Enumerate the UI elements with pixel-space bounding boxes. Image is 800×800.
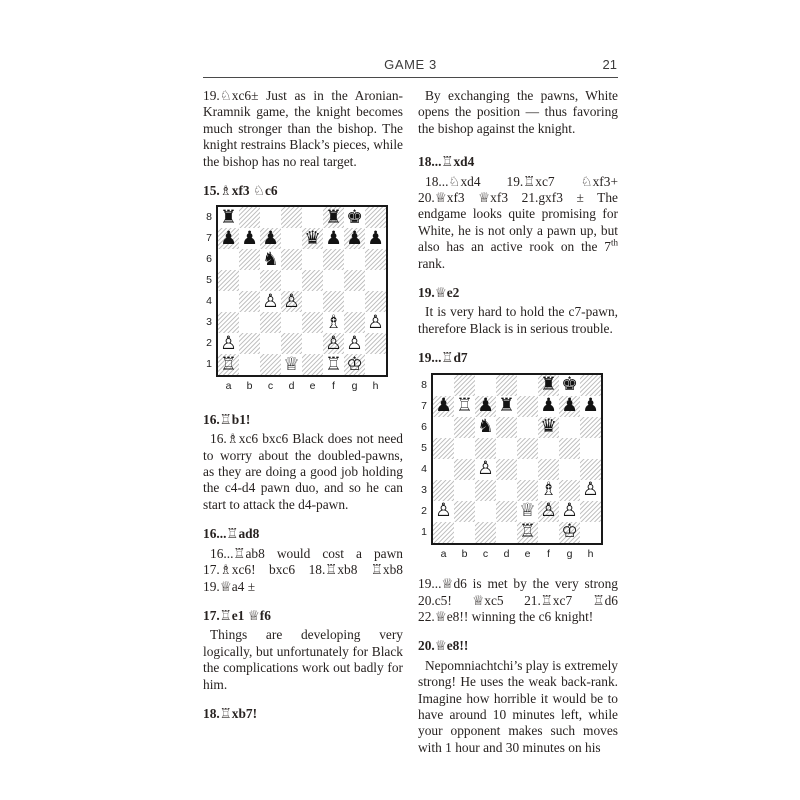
square-c3 bbox=[260, 312, 281, 333]
square-f8 bbox=[538, 375, 559, 396]
square-d5 bbox=[496, 438, 517, 459]
square-c4 bbox=[260, 291, 281, 312]
black-pawn: ♟ bbox=[367, 227, 384, 249]
square-d5 bbox=[281, 270, 302, 291]
square-h5 bbox=[580, 438, 601, 459]
ordinal-superscript: th bbox=[610, 237, 618, 248]
variation-paragraph: 16.♗xc6 bxc6 Black does not need to worry about the doubled-pawns, as they are doing a good job holding the c4-d4 pawn duo, and so he can start to attack the d4-pawn. bbox=[203, 431, 403, 512]
square-g8 bbox=[344, 207, 365, 228]
file-label: d bbox=[503, 547, 510, 560]
square-c7 bbox=[260, 228, 281, 249]
rank-label: 5 bbox=[206, 274, 212, 287]
white-pawn: ♙ bbox=[367, 311, 384, 333]
square-f8 bbox=[323, 207, 344, 228]
square-h1 bbox=[365, 354, 386, 375]
file-label: c bbox=[482, 547, 489, 560]
square-f4 bbox=[538, 459, 559, 480]
square-e3 bbox=[517, 480, 538, 501]
square-f7 bbox=[323, 228, 344, 249]
square-f3 bbox=[323, 312, 344, 333]
rank-label: 6 bbox=[421, 420, 427, 433]
variation-paragraph: 16...♖ab8 would cost a pawn 17.♗xc6! bxc6 18.♖xb8 ♖xb8 19.♕a4 ± bbox=[203, 545, 403, 594]
square-h7 bbox=[580, 396, 601, 417]
square-e1 bbox=[302, 354, 323, 375]
square-b1 bbox=[239, 354, 260, 375]
white-pawn: ♙ bbox=[283, 290, 300, 312]
square-g3 bbox=[559, 480, 580, 501]
commentary-paragraph: Nepomniachtchi’s play is extremely strong! He uses the weak back-rank. Imagine how horrible it would be to have around 10 minutes left, while your opponent makes such moves with 1 hour and 30 minutes on his bbox=[418, 657, 618, 755]
rank-labels bbox=[203, 207, 214, 375]
square-f6 bbox=[323, 249, 344, 270]
square-d4 bbox=[496, 459, 517, 480]
rank-label: 3 bbox=[421, 483, 427, 496]
white-pawn: ♙ bbox=[582, 478, 599, 500]
move-heading: 19.♕e2 bbox=[418, 285, 460, 301]
square-h8 bbox=[365, 207, 386, 228]
square-e6 bbox=[302, 249, 323, 270]
square-a4 bbox=[218, 291, 239, 312]
square-a5 bbox=[218, 270, 239, 291]
square-c1 bbox=[475, 522, 496, 543]
white-king: ♔ bbox=[561, 520, 578, 542]
square-b8 bbox=[239, 207, 260, 228]
left-column bbox=[203, 88, 403, 725]
square-b2 bbox=[454, 501, 475, 522]
square-c3 bbox=[475, 480, 496, 501]
square-e5 bbox=[517, 438, 538, 459]
square-b5 bbox=[454, 438, 475, 459]
rank-label: 6 bbox=[206, 253, 212, 266]
square-h8 bbox=[580, 375, 601, 396]
file-label: e bbox=[524, 547, 531, 560]
square-c7 bbox=[475, 396, 496, 417]
square-a1 bbox=[433, 522, 454, 543]
black-king: ♚ bbox=[561, 373, 578, 395]
square-a5 bbox=[433, 438, 454, 459]
square-f5 bbox=[538, 438, 559, 459]
square-c6 bbox=[260, 249, 281, 270]
game-title: GAME 3 bbox=[384, 57, 437, 72]
file-label: d bbox=[288, 380, 295, 393]
square-f3 bbox=[538, 480, 559, 501]
square-e1 bbox=[517, 522, 538, 543]
square-f1 bbox=[538, 522, 559, 543]
black-pawn: ♟ bbox=[262, 227, 279, 249]
file-label: g bbox=[566, 547, 573, 560]
square-h6 bbox=[365, 249, 386, 270]
white-pawn: ♙ bbox=[220, 332, 237, 354]
square-e6 bbox=[517, 417, 538, 438]
square-h4 bbox=[580, 459, 601, 480]
square-d4 bbox=[281, 291, 302, 312]
commentary-paragraph: It is very hard to hold the c7-pawn, therefore Black is in serious trouble. bbox=[418, 304, 618, 336]
square-g5 bbox=[344, 270, 365, 291]
variation-paragraph bbox=[418, 174, 618, 272]
square-h3 bbox=[580, 480, 601, 501]
square-e2 bbox=[517, 501, 538, 522]
square-c2 bbox=[260, 333, 281, 354]
rank-label: 7 bbox=[421, 399, 427, 412]
variation-text: rank. bbox=[418, 255, 446, 271]
white-bishop: ♗ bbox=[325, 311, 342, 333]
black-knight: ♞ bbox=[477, 415, 494, 437]
square-g1 bbox=[559, 522, 580, 543]
black-pawn: ♟ bbox=[220, 227, 237, 249]
square-h1 bbox=[580, 522, 601, 543]
square-f2 bbox=[538, 501, 559, 522]
black-rook: ♜ bbox=[325, 206, 342, 228]
square-b1 bbox=[454, 522, 475, 543]
square-g7 bbox=[344, 228, 365, 249]
square-b4 bbox=[454, 459, 475, 480]
variation-paragraph: 19...♕d6 is met by the very strong 20.c5! ♕xc5 21.♖xc7 ♖d6 22.♕e8!! winning the c6 knight! bbox=[418, 576, 618, 624]
white-pawn: ♙ bbox=[561, 499, 578, 521]
white-pawn: ♙ bbox=[262, 290, 279, 312]
move-heading: 19...♖d7 bbox=[418, 350, 468, 366]
square-h3 bbox=[365, 312, 386, 333]
move-heading: 18...♖xd4 bbox=[418, 154, 475, 170]
square-d6 bbox=[496, 417, 517, 438]
commentary-paragraph: By exchanging the pawns, White opens the position — thus favoring the bishop against the knight. bbox=[418, 88, 618, 136]
move-heading: 15.♗xf3 ♘c6 bbox=[203, 183, 278, 199]
file-label: c bbox=[267, 380, 274, 393]
black-queen: ♛ bbox=[304, 227, 321, 249]
square-d3 bbox=[281, 312, 302, 333]
square-g1 bbox=[344, 354, 365, 375]
square-g4 bbox=[559, 459, 580, 480]
rank-label: 4 bbox=[206, 295, 212, 308]
square-e8 bbox=[517, 375, 538, 396]
file-label: f bbox=[332, 380, 335, 393]
black-pawn: ♟ bbox=[540, 394, 557, 416]
right-column bbox=[418, 88, 618, 756]
commentary-paragraph: 19.♘xc6± Just as in the Aronian-Kramnik game, the knight becomes much stronger than the bishop. The knight restrains Black’s pieces, while the bishop has no real target. bbox=[203, 88, 403, 169]
page-number: 21 bbox=[602, 57, 617, 72]
square-b7 bbox=[239, 228, 260, 249]
file-label: a bbox=[440, 547, 447, 560]
chess-diagram-2 bbox=[418, 373, 603, 562]
white-rook: ♖ bbox=[220, 353, 237, 375]
white-queen: ♕ bbox=[283, 353, 300, 375]
black-queen: ♛ bbox=[540, 415, 557, 437]
black-rook: ♜ bbox=[220, 206, 237, 228]
rank-label: 8 bbox=[421, 378, 427, 391]
square-g8 bbox=[559, 375, 580, 396]
move-heading: 20.♕e8!! bbox=[418, 638, 469, 654]
commentary-paragraph: Things are developing very logically, but unfortunately for Black the complications work out badly for him. bbox=[203, 627, 403, 692]
black-pawn: ♟ bbox=[325, 227, 342, 249]
file-label: h bbox=[372, 380, 379, 393]
square-g6 bbox=[559, 417, 580, 438]
square-c8 bbox=[260, 207, 281, 228]
square-c5 bbox=[260, 270, 281, 291]
square-a7 bbox=[218, 228, 239, 249]
square-f2 bbox=[323, 333, 344, 354]
white-pawn: ♙ bbox=[540, 499, 557, 521]
square-d7 bbox=[281, 228, 302, 249]
square-c4 bbox=[475, 459, 496, 480]
rank-label: 2 bbox=[421, 504, 427, 517]
chess-diagram-1 bbox=[203, 205, 388, 394]
square-a3 bbox=[218, 312, 239, 333]
square-f5 bbox=[323, 270, 344, 291]
square-a6 bbox=[433, 417, 454, 438]
square-g3 bbox=[344, 312, 365, 333]
rank-label: 5 bbox=[421, 441, 427, 454]
square-d1 bbox=[496, 522, 517, 543]
square-e3 bbox=[302, 312, 323, 333]
rank-label: 1 bbox=[206, 358, 212, 371]
square-g6 bbox=[344, 249, 365, 270]
file-label: f bbox=[547, 547, 550, 560]
square-h2 bbox=[365, 333, 386, 354]
square-b6 bbox=[454, 417, 475, 438]
black-pawn: ♟ bbox=[346, 227, 363, 249]
square-b5 bbox=[239, 270, 260, 291]
square-e7 bbox=[517, 396, 538, 417]
white-rook: ♖ bbox=[325, 353, 342, 375]
square-h2 bbox=[580, 501, 601, 522]
square-c2 bbox=[475, 501, 496, 522]
move-heading: 18.♖xb7! bbox=[203, 705, 258, 721]
file-label: a bbox=[225, 380, 232, 393]
black-pawn: ♟ bbox=[477, 394, 494, 416]
white-rook: ♖ bbox=[519, 520, 536, 542]
square-e8 bbox=[302, 207, 323, 228]
black-rook: ♜ bbox=[498, 394, 515, 416]
black-king: ♚ bbox=[346, 206, 363, 228]
black-knight: ♞ bbox=[262, 248, 279, 270]
square-e7 bbox=[302, 228, 323, 249]
square-a6 bbox=[218, 249, 239, 270]
square-e2 bbox=[302, 333, 323, 354]
square-a8 bbox=[433, 375, 454, 396]
move-heading: 16...♖ad8 bbox=[203, 526, 260, 542]
square-b7 bbox=[454, 396, 475, 417]
square-h6 bbox=[580, 417, 601, 438]
square-c8 bbox=[475, 375, 496, 396]
square-d2 bbox=[496, 501, 517, 522]
page-header bbox=[203, 53, 618, 78]
square-d7 bbox=[496, 396, 517, 417]
square-g2 bbox=[344, 333, 365, 354]
file-labels bbox=[431, 546, 603, 562]
square-d6 bbox=[281, 249, 302, 270]
square-d3 bbox=[496, 480, 517, 501]
square-a2 bbox=[218, 333, 239, 354]
square-c5 bbox=[475, 438, 496, 459]
file-label: e bbox=[309, 380, 316, 393]
square-c6 bbox=[475, 417, 496, 438]
square-f4 bbox=[323, 291, 344, 312]
file-label: g bbox=[351, 380, 358, 393]
square-g4 bbox=[344, 291, 365, 312]
square-c1 bbox=[260, 354, 281, 375]
square-e5 bbox=[302, 270, 323, 291]
square-h4 bbox=[365, 291, 386, 312]
square-b8 bbox=[454, 375, 475, 396]
rank-label: 4 bbox=[421, 462, 427, 475]
chess-board bbox=[431, 373, 603, 545]
move-heading: 17.♖e1 ♕f6 bbox=[203, 607, 271, 623]
black-pawn: ♟ bbox=[561, 394, 578, 416]
square-a1 bbox=[218, 354, 239, 375]
square-b4 bbox=[239, 291, 260, 312]
black-pawn: ♟ bbox=[435, 394, 452, 416]
square-a2 bbox=[433, 501, 454, 522]
square-b2 bbox=[239, 333, 260, 354]
square-e4 bbox=[302, 291, 323, 312]
chess-board bbox=[216, 205, 388, 377]
rank-label: 2 bbox=[206, 337, 212, 350]
white-bishop: ♗ bbox=[540, 478, 557, 500]
rank-label: 1 bbox=[421, 525, 427, 538]
white-queen: ♕ bbox=[519, 499, 536, 521]
square-a3 bbox=[433, 480, 454, 501]
square-b6 bbox=[239, 249, 260, 270]
file-label: b bbox=[246, 380, 253, 393]
square-d1 bbox=[281, 354, 302, 375]
square-d2 bbox=[281, 333, 302, 354]
file-label: b bbox=[461, 547, 468, 560]
square-f6 bbox=[538, 417, 559, 438]
move-heading: 16.♖b1! bbox=[203, 411, 251, 427]
rank-label: 3 bbox=[206, 316, 212, 329]
white-pawn: ♙ bbox=[477, 457, 494, 479]
square-g7 bbox=[559, 396, 580, 417]
black-pawn: ♟ bbox=[582, 394, 599, 416]
square-d8 bbox=[496, 375, 517, 396]
rank-labels bbox=[418, 375, 429, 543]
square-h7 bbox=[365, 228, 386, 249]
square-d8 bbox=[281, 207, 302, 228]
square-h5 bbox=[365, 270, 386, 291]
white-pawn: ♙ bbox=[346, 332, 363, 354]
square-f1 bbox=[323, 354, 344, 375]
black-rook: ♜ bbox=[540, 373, 557, 395]
black-pawn: ♟ bbox=[241, 227, 258, 249]
white-pawn: ♙ bbox=[325, 332, 342, 354]
white-rook: ♖ bbox=[456, 394, 473, 416]
file-labels bbox=[216, 378, 388, 394]
rank-label: 8 bbox=[206, 211, 212, 224]
square-a8 bbox=[218, 207, 239, 228]
variation-text: 18...♘xd4 19.♖xc7 ♘xf3+ 20.♕xf3 ♕xf3 21.gxf3 ± The endgame looks quite promising for White, he is not only a pawn up, but also has an active rook on the 7 bbox=[418, 173, 618, 255]
square-a7 bbox=[433, 396, 454, 417]
square-f7 bbox=[538, 396, 559, 417]
square-b3 bbox=[454, 480, 475, 501]
square-g2 bbox=[559, 501, 580, 522]
square-a4 bbox=[433, 459, 454, 480]
square-e4 bbox=[517, 459, 538, 480]
square-b3 bbox=[239, 312, 260, 333]
file-label: h bbox=[587, 547, 594, 560]
white-king: ♔ bbox=[346, 353, 363, 375]
square-g5 bbox=[559, 438, 580, 459]
rank-label: 7 bbox=[206, 232, 212, 245]
white-pawn: ♙ bbox=[435, 499, 452, 521]
